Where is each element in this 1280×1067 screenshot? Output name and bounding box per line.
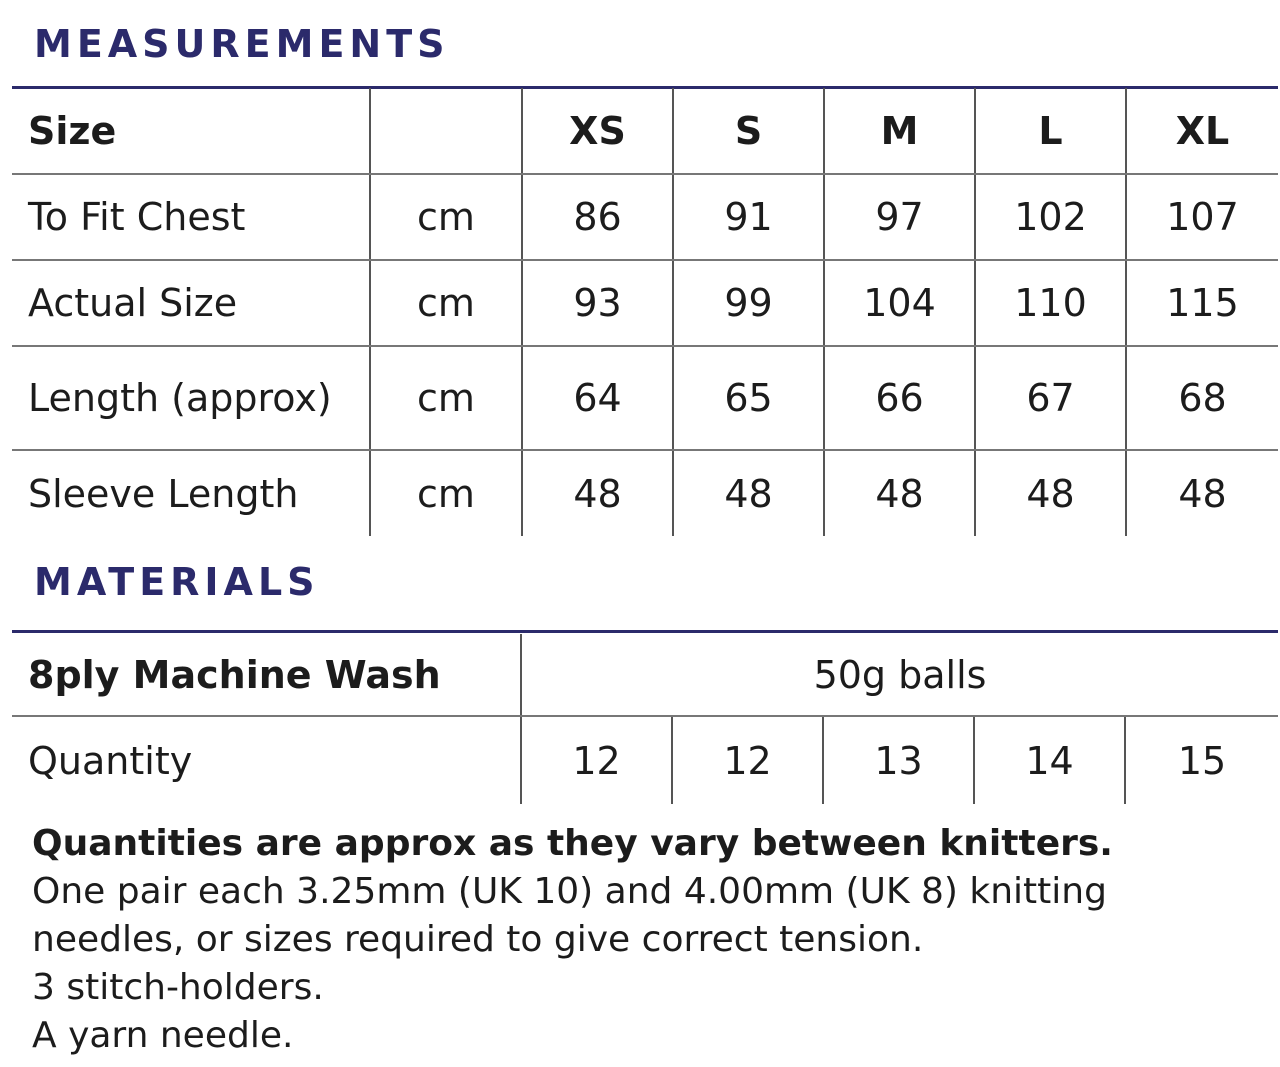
size-l-header: L (975, 88, 1126, 174)
stitch-holders-note: 3 stitch-holders. (32, 967, 324, 1008)
value-cell: 67 (975, 346, 1126, 450)
row-unit: cm (370, 174, 522, 260)
needles-note: One pair each 3.25mm (UK 10) and 4.00mm (UK 8) knitting needles, or sizes required to give correct tension. (32, 871, 1107, 960)
value-cell: 48 (975, 450, 1126, 536)
row-label: Length (approx) (12, 346, 370, 450)
row-label: Actual Size (12, 260, 370, 346)
value-cell: 99 (673, 260, 824, 346)
quantity-cell: 14 (974, 716, 1125, 804)
value-cell: 102 (975, 174, 1126, 260)
quantities-disclaimer: Quantities are approx as they vary between knitters. (32, 823, 1113, 864)
value-cell: 48 (522, 450, 673, 536)
size-s-header: S (673, 88, 824, 174)
value-cell: 107 (1126, 174, 1278, 260)
value-cell: 64 (522, 346, 673, 450)
materials-top-rule (12, 630, 1278, 633)
chest-row (12, 174, 1278, 260)
row-unit: cm (370, 450, 522, 536)
row-label: Sleeve Length (28, 471, 299, 516)
measurements-heading: MEASUREMENTS (34, 22, 450, 66)
size-xs-header: XS (522, 88, 673, 174)
sleeve-length-row (12, 450, 1278, 536)
quantity-cell: 15 (1125, 716, 1278, 804)
size-m-header: M (824, 88, 975, 174)
value-cell: 115 (1126, 260, 1278, 346)
unit-header-cell (370, 88, 522, 174)
quantity-cell: 12 (521, 716, 672, 804)
row-label: To Fit Chest (12, 174, 370, 260)
materials-heading: MATERIALS (34, 560, 320, 604)
value-cell: 48 (824, 450, 975, 536)
value-cell: 65 (673, 346, 824, 450)
quantity-label: Quantity (28, 738, 193, 783)
length-row (12, 346, 1278, 450)
value-cell: 91 (673, 174, 824, 260)
value-cell: 110 (975, 260, 1126, 346)
value-cell: 86 (522, 174, 673, 260)
quantity-row (12, 716, 1278, 804)
ball-size: 50g balls (521, 634, 1278, 716)
quantity-cell: 13 (823, 716, 974, 804)
size-header-label: Size (12, 88, 370, 174)
materials-notes (32, 820, 1262, 1060)
value-cell: 66 (824, 346, 975, 450)
value-cell: 68 (1126, 346, 1278, 450)
yarn-name: 8ply Machine Wash (12, 634, 521, 716)
size-xl-header: XL (1126, 88, 1278, 174)
yarn-row (12, 634, 1278, 716)
value-cell: 97 (824, 174, 975, 260)
quantity-cell: 12 (672, 716, 823, 804)
value-cell: 48 (673, 450, 824, 536)
value-cell: 48 (1126, 450, 1278, 536)
size-header-row (12, 88, 1278, 174)
materials-table (12, 634, 1278, 804)
value-cell: 104 (824, 260, 975, 346)
yarn-needle-note: A yarn needle. (32, 1015, 294, 1056)
measurements-table (12, 88, 1278, 536)
value-cell: 93 (522, 260, 673, 346)
actual-size-row (12, 260, 1278, 346)
row-unit: cm (370, 346, 522, 450)
row-unit: cm (370, 260, 522, 346)
